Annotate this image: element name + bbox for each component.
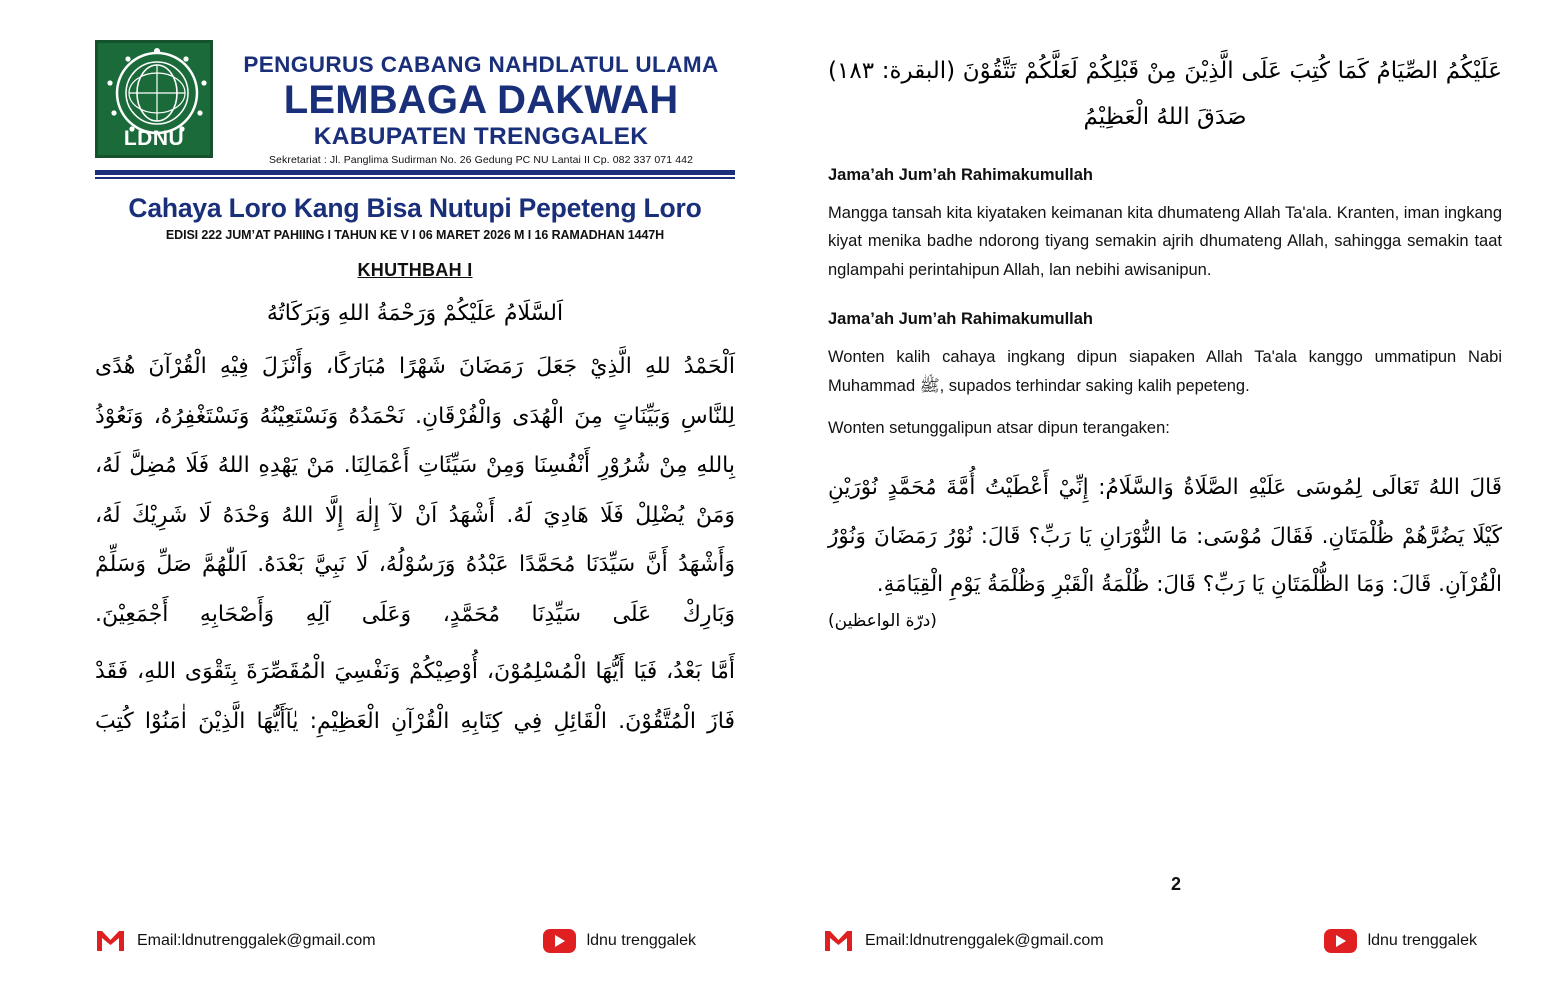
footer-email-text: Email:ldnutrenggalek@gmail.com (137, 932, 376, 949)
footer (0, 895, 1562, 987)
org-region: KABUPATEN TRENGGALEK (313, 122, 649, 150)
footer-youtube-text: ldnu trenggalek (586, 932, 696, 949)
logo-label: LDNU (123, 127, 185, 150)
gmail-icon (95, 929, 126, 953)
arabic-paragraph-2: أَمَّا بَعْدُ، فَيَا أَيُّهَا الْمُسْلِمُوْنَ، أُوْصِيْكُمْ وَنَفْسِيَ الْمُقَصِّرَةَ بِتَقْوَى اللهِ، فَقَدْ فَازَ الْمُتَّقُوْنَ. الْقَائِلِ فِي كِتَابِهِ الْقُرْآنِ الْعَظِيْمِ: يٰآأَيُّهَا الَّذِيْنَ اٰمَنُوْا كُتِبَ (95, 659, 735, 734)
arabic-salam: اَلسَّلَامُ عَلَيْكُمْ وَرَحْمَةُ اللهِ وَبَرَكَاتُهُ (266, 300, 564, 326)
org-name: LEMBAGA DAKWAH (283, 77, 679, 122)
youtube-icon (543, 929, 576, 953)
body-paragraph-2: Wonten kalih cahaya ingkang dipun siapaken Allah Ta'ala kanggo ummatipun Nabi Muhammad ﷺ, supados terhindar saking kalih pepeteng. (828, 348, 1502, 395)
audience-heading-1: Jama’ah Jum’ah Rahimakumullah (828, 166, 1094, 184)
footer-email-right[interactable] (823, 929, 1104, 953)
quran-verse: عَلَيْكُمُ الصِّيَامُ كَمَا كُتِبَ عَلَى الَّذِيْنَ مِنْ قَبْلِكُمْ لَعَلَّكُمْ تَتَّقُوْنَ (البقرة: ١٨٣) صَدَقَ اللهُ الْعَظِيْمُ (828, 58, 1502, 130)
body-paragraph-1: Mangga tansah kita kiyataken keimanan kita dhumateng Allah Ta'ala. Kranten, iman ingkang kiyat menika badhe ndorong tiyang semakin ajrih dhumateng Allah, sahingga semakin taat nglampahi perintahipun Allah, lan nebihi awisanipun. (828, 204, 1502, 279)
masthead-rule-thin (95, 177, 735, 179)
arabic-paragraph-1: اَلْحَمْدُ للهِ الَّذِيْ جَعَلَ رَمَضَانَ شَهْرًا مُبَارَكًا، وَأَنْزَلَ فِيْهِ الْقُرْآنَ هُدًى لِلنَّاسِ وَبَيِّنَاتٍ مِنَ الْهُدَى وَالْفُرْقَانِ. نَحْمَدُهُ وَنَسْتَعِيْنُهُ وَنَسْتَغْفِرُهُ، وَنَعُوْذُ بِاللهِ مِنْ شُرُوْرِ أَنْفُسِنَا وَمِنْ سَيِّئَاتِ أَعْمَالِنَا. مَنْ يَهْدِهِ اللهُ فَلَا مُضِلَّ لَهُ، وَمَنْ يُضْلِلْ فَلَا هَادِيَ لَهُ. أَشْهَدُ اَنْ لآ إِلٰهَ إِلَّا اللهُ وَحْدَهُ لَا شَرِيْكَ لَهُ، وَأَشْهَدُ أَنَّ سَيِّدَنَا مُحَمَّدًا عَبْدُهُ وَرَسُوْلُهُ، لَا نَبِيَّ بَعْدَهُ. اَللّٰهُمَّ صَلِّ وَسَلِّمْ وَبَارِكْ عَلَى سَيِّدِنَا مُحَمَّدٍ، وَعَلَى آلِهِ وَأَصْحَابِهِ أَجْمَعِيْنَ. (95, 354, 735, 627)
audience-heading-2: Jama’ah Jum’ah Rahimakumullah (828, 310, 1094, 329)
org-parent-name: PENGURUS CABANG NAHDLATUL ULAMA (243, 52, 719, 77)
masthead-text (227, 40, 735, 166)
footer-youtube-text: ldnu trenggalek (1367, 932, 1477, 949)
footer-youtube-left[interactable] (543, 929, 751, 953)
footer-youtube-right[interactable] (1324, 929, 1532, 953)
org-address: Sekretariat : Jl. Panglima Sudirman No. 26 Gedung PC NU Lantai II Cp. 082 337 071 442 (268, 154, 694, 167)
body-paragraph-3: Wonten setunggalipun atsar dipun terangaken: (828, 418, 1170, 437)
ldnu-logo (95, 40, 213, 158)
footer-email-left[interactable] (95, 929, 376, 953)
youtube-icon (1324, 929, 1357, 953)
masthead-rule-thick (95, 170, 735, 175)
footer-right (781, 895, 1562, 987)
gmail-icon (823, 929, 854, 953)
footer-email-text: Email:ldnutrenggalek@gmail.com (865, 932, 1104, 949)
edition-line: EDISI 222 JUM’AT PAHIING I TAHUN KE V I 06 MARET 2026 M I 16 RAMADHAN 1447H (165, 227, 665, 242)
footer-left (0, 895, 781, 987)
masthead (95, 40, 735, 166)
section-label: KHUTHBAH I (357, 259, 473, 280)
arabic-quote-source: (درّة الواعظين) (828, 611, 937, 632)
title-block (95, 193, 735, 242)
page-number: 2 (1170, 874, 1181, 894)
arabic-atsar-quote: قَالَ اللهُ تَعَالَى لِمُوسَى عَلَيْهِ الصَّلَاةُ وَالسَّلَامُ: إِنِّيْ أَعْطَيْتُ أُمَّةَ مُحَمَّدٍ نُوْرَيْنِ كَيْلَا يَضُرَّهُمْ ظُلْمَتَانِ. فَقَالَ مُوْسَى: مَا النُّوْرَانِ يَا رَبِّ؟ قَالَ: نُوْرُ رَمَضَانَ وَنُوْرُ الْقُرْآنِ. قَالَ: وَمَا الظُّلْمَتَانِ يَا رَبِّ؟ قَالَ: ظُلْمَةُ الْقَبْرِ وَظُلْمَةُ يَوْمِ الْقِيَامَةِ. (828, 475, 1502, 597)
page-title: Cahaya Loro Kang Bisa Nutupi Pepeteng Loro (128, 192, 702, 223)
right-column (790, 0, 1562, 987)
